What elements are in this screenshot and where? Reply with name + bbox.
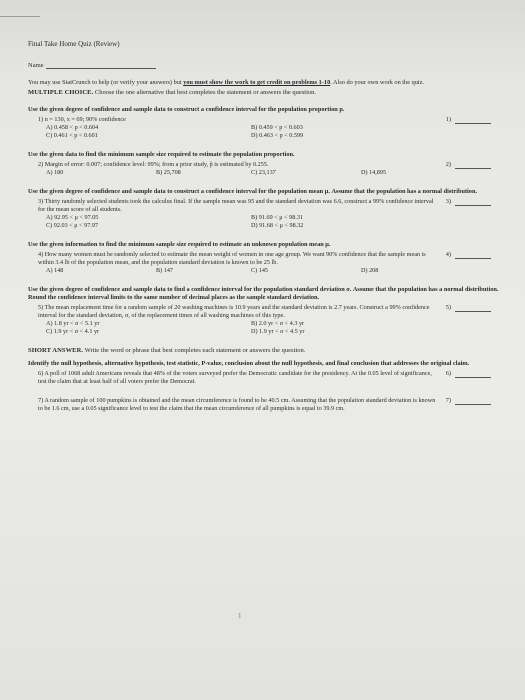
question-6-stem: 6) A poll of 1068 adult Americans reveals that 48% of the voters surveyed prefer the Democratic candidate for the presidency. At the 0.05 level of significance, test the claim that at least half of all voters prefer the Democrat. — [38, 369, 432, 385]
question-7 — [38, 397, 505, 413]
choices-5 — [46, 320, 505, 336]
choice-1d: D) 0.463 < p < 0.599 — [251, 131, 304, 139]
sa-text: Write the word or phrase that best completes each statement or answers the question. — [83, 347, 306, 355]
question-1 — [38, 116, 505, 140]
question-5 — [38, 304, 505, 336]
answer-number: 6) — [445, 369, 451, 377]
sa-label: SHORT ANSWER. — [28, 347, 84, 355]
choice-5d: D) 1.9 yr < σ < 4.5 yr — [251, 327, 305, 335]
answer-blank-1[interactable] — [455, 117, 491, 124]
choice-4a: A) 148 — [46, 266, 64, 274]
choice-3b: B) 91.69 < μ < 98.31 — [251, 213, 304, 221]
multiple-choice-heading — [28, 89, 505, 96]
name-row — [28, 62, 505, 69]
answer-slot-3 — [446, 198, 491, 206]
answer-blank-5[interactable] — [455, 305, 491, 312]
choice-4d: D) 208 — [361, 266, 379, 274]
intro-text: You may use StatCrunch to help (or verify your answers) but — [28, 79, 184, 86]
answer-blank-3[interactable] — [455, 199, 491, 206]
choices-4 — [46, 267, 505, 275]
choice-5c: C) 1.9 yr < σ < 4.1 yr — [46, 327, 100, 335]
choice-1b: B) 0.459 < p < 0.603 — [251, 123, 303, 131]
answer-slot-4 — [446, 251, 491, 259]
section-4-heading: Use the given information to find the minimum sample size required to estimate an unknown population mean μ. — [28, 241, 331, 248]
choice-2b: B) 25,708 — [156, 168, 181, 176]
choice-3c: C) 92.03 < μ < 97.97 — [46, 221, 99, 229]
answer-slot-2 — [446, 161, 491, 169]
answer-number: 2) — [445, 160, 451, 168]
choices-2 — [46, 169, 505, 177]
choice-1a: A) 0.458 < p < 0.604 — [46, 123, 99, 131]
answer-number: 3) — [445, 197, 451, 205]
intro-text-end: . Also do your own work on the quiz. — [330, 79, 424, 86]
answer-blank-2[interactable] — [455, 162, 491, 169]
answer-blank-4[interactable] — [455, 252, 491, 259]
choices-1 — [46, 124, 505, 140]
question-2-stem: 2) Margin of error: 0.007; confidence level: 99%; from a prior study, p̂ is estimated by 0.255. — [38, 160, 269, 168]
section-2-heading: Use the given data to find the minimum sample size required to estimate the population proportion. — [28, 150, 295, 158]
question-3 — [38, 198, 505, 230]
answer-number: 1) — [445, 115, 451, 123]
answer-blank-6[interactable] — [455, 371, 491, 378]
choices-3 — [46, 214, 505, 230]
question-3-stem: 3) Thirty randomly selected students took the calculus final. If the sample mean was 95 and the standard deviation was 6.6, construct a 99% confidence interval for the mean score of all students. — [38, 197, 434, 213]
choice-5a: A) 1.8 yr < σ < 5.1 yr — [46, 319, 100, 327]
mc-label: MULTIPLE CHOICE. — [28, 88, 94, 96]
choice-1c: C) 0.461 < p < 0.601 — [46, 131, 98, 139]
choice-2c: C) 23,137 — [251, 168, 276, 176]
section-5-heading: Use the given degree of confidence and sample data to find a confidence interval for the population standard deviation σ. Assume that the population has a normal distribution. Round the confidence interval limits to the same number of decimal places as the sample standard deviation. — [28, 286, 499, 301]
question-6 — [38, 370, 505, 386]
page-number: 1 — [238, 612, 242, 620]
question-7-stem: 7) A random sample of 100 pumpkins is obtained and the mean circumference is found to be 40.5 cm. Assuming that the population standard deviation is known to be 1.6 cm, use a 0.05 significance level to test the claim that the mean circumference of all pumpkins is equal to 39.9 cm. — [38, 397, 436, 413]
answer-slot-1 — [446, 116, 491, 124]
top-rule — [0, 16, 40, 17]
answer-slot-7 — [446, 397, 491, 405]
section-6-heading: Identify the null hypothesis, alternative hypothesis, test statistic, P-value, conclusion about the null hypothesis, and final conclusion that addresses the original claim. — [28, 360, 470, 368]
question-1-stem: 1) n = 130, x = 69; 90% confidence — [38, 115, 126, 123]
answer-number: 4) — [445, 250, 451, 258]
intro-emphasis: you must show the work to get credit on problems 1-10 — [183, 79, 331, 86]
choice-3d: D) 91.68 < μ < 98.32 — [251, 221, 304, 229]
name-label: Name — [28, 62, 44, 69]
choice-2a: A) 180 — [46, 168, 64, 176]
question-4-stem: 4) How many women must be randomly selected to estimate the mean weight of women in one age group. We want 90% confidence that the sample mean is within 3.4 lb of the population mean, and the population standard deviation is known to be 25 lb. — [38, 250, 426, 266]
answer-slot-6 — [446, 370, 491, 378]
answer-number: 7) — [445, 397, 451, 404]
short-answer-heading — [28, 347, 505, 354]
choice-2d: D) 14,895 — [361, 168, 387, 176]
answer-number: 5) — [445, 303, 451, 311]
name-field[interactable] — [46, 62, 156, 69]
question-4 — [38, 251, 505, 275]
section-3-heading: Use the given degree of confidence and sample data to construct a confidence interval for the population mean μ. Assume that the population has a normal distribution. — [28, 187, 478, 195]
question-5-stem: 5) The mean replacement time for a random sample of 20 washing machines is 10.9 years and the standard deviation is 2.7 years. Construct a 99% confidence interval for the standard deviation, σ, of the replacement times of all washing machines of this type. — [38, 303, 430, 319]
answer-blank-7[interactable] — [455, 398, 491, 405]
choice-4b: B) 147 — [156, 266, 174, 274]
choice-5b: B) 2.0 yr < σ < 4.3 yr — [251, 319, 305, 327]
instructions — [28, 79, 505, 87]
choice-4c: C) 145 — [251, 266, 269, 274]
answer-slot-5 — [446, 304, 491, 312]
page-title: Final Take Home Quiz (Review) — [28, 40, 120, 48]
choice-3a: A) 92.95 < μ < 97.05 — [46, 213, 99, 221]
section-1-heading: Use the given degree of confidence and sample data to construct a confidence interval for the population proportion p. — [28, 105, 345, 113]
question-2 — [38, 161, 505, 177]
mc-text: Choose the one alternative that best completes the statement or answers the question. — [93, 88, 317, 96]
